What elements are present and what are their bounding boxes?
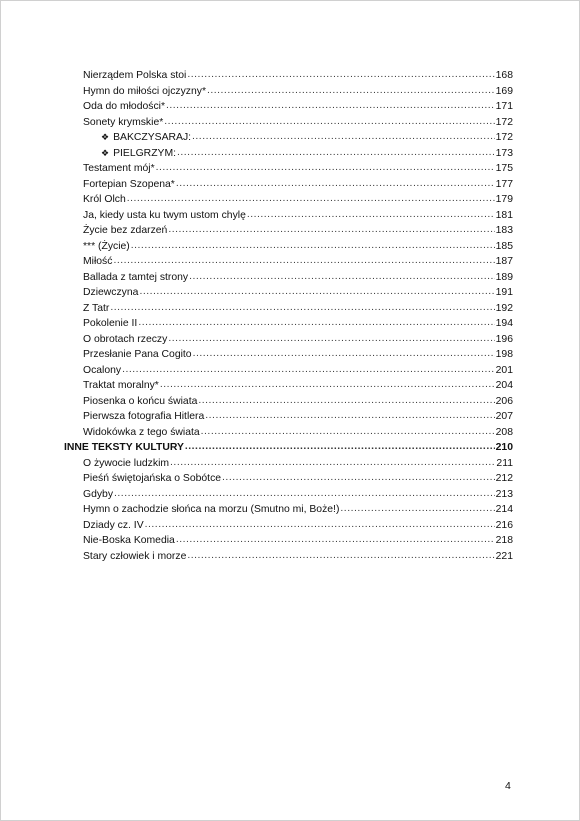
toc-entry-title: *** (Życie) (83, 240, 130, 252)
toc-entry-page: 173 (495, 147, 513, 159)
toc-entry-page: 218 (495, 535, 513, 546)
toc-entry-line (83, 239, 513, 255)
toc-entry[interactable] (83, 332, 513, 348)
toc-entry-title: Traktat moralny* (83, 380, 159, 391)
dot-leader (185, 439, 495, 455)
dot-leader (138, 315, 494, 331)
table-of-contents (0, 68, 580, 564)
toc-entry-line (83, 316, 513, 332)
toc-entry[interactable] (83, 471, 513, 487)
dot-leader (187, 548, 494, 564)
toc-entry-page: 181 (495, 209, 513, 221)
toc-entry-page: 187 (495, 256, 513, 267)
toc-entry[interactable] (83, 425, 513, 441)
toc-entry-page: 206 (495, 395, 513, 407)
dot-leader (145, 517, 495, 533)
toc-entry-page: 210 (495, 442, 513, 453)
toc-entry-line (83, 161, 513, 177)
toc-entry-line (83, 115, 513, 131)
toc-entry-page: 177 (495, 178, 513, 190)
toc-entry-line (83, 378, 513, 394)
dot-leader (177, 145, 495, 161)
dot-leader (222, 470, 495, 486)
dot-leader (201, 424, 495, 440)
toc-entry[interactable] (83, 68, 513, 84)
dot-leader (207, 83, 495, 99)
toc-entry[interactable] (83, 192, 513, 208)
toc-section-heading[interactable] (64, 440, 513, 456)
dot-leader (168, 222, 494, 238)
toc-entry-title: Król Olch (83, 194, 126, 205)
toc-entry-page: 169 (495, 85, 513, 97)
dot-leader (205, 408, 494, 424)
toc-entry-page: 204 (495, 380, 513, 391)
toc-entry-line (83, 533, 513, 549)
toc-entry[interactable] (83, 177, 513, 193)
toc-entry-page: 183 (495, 225, 513, 236)
toc-entry[interactable] (83, 378, 513, 394)
toc-entry-page: 207 (495, 411, 513, 422)
dot-leader (139, 284, 494, 300)
toc-entry-title: Ocalony (83, 364, 122, 376)
toc-entry-title: Piosenka o końcu świata (83, 395, 198, 407)
toc-entry-title: Gdyby (83, 488, 114, 500)
toc-entry[interactable] (83, 502, 513, 518)
toc-entry-page: 213 (495, 488, 513, 500)
dot-leader (340, 501, 494, 517)
toc-entry[interactable] (83, 130, 513, 146)
dot-leader (168, 331, 494, 347)
toc-entry-title: PIELGRZYM: (113, 147, 177, 159)
toc-entry-page: 185 (495, 240, 513, 252)
dot-leader (189, 269, 495, 285)
toc-entry[interactable] (83, 223, 513, 239)
diamond-bullet-icon: ❖ (101, 132, 110, 142)
dot-leader (176, 532, 495, 548)
toc-entry-line (83, 68, 513, 84)
toc-entry-line (83, 409, 513, 425)
toc-entry-line (83, 456, 513, 472)
toc-entry-page: 189 (495, 271, 513, 283)
toc-entry-line (83, 84, 513, 100)
toc-entry-line (83, 285, 513, 301)
dot-leader (198, 393, 494, 409)
toc-entry-page: 172 (495, 116, 513, 128)
toc-entry-line (83, 177, 513, 193)
dot-leader (127, 191, 495, 207)
toc-entry-page: 212 (495, 473, 513, 484)
toc-entry-title: Ja, kiedy usta ku twym ustom chylę (83, 209, 246, 221)
toc-entry-page: 216 (495, 519, 513, 531)
toc-entry-title: BAKCZYSARAJ: (113, 132, 192, 143)
toc-entry[interactable] (83, 146, 513, 162)
toc-entry-line (83, 471, 513, 487)
toc-entry-title: O żywocie ludzkim (83, 457, 170, 469)
toc-entry[interactable] (83, 254, 513, 270)
dot-leader (187, 67, 494, 83)
toc-entry[interactable] (83, 270, 513, 286)
toc-entry-page: 196 (495, 333, 513, 345)
toc-entry[interactable] (83, 347, 513, 363)
toc-entry-line (101, 130, 513, 146)
toc-entry-page: 171 (495, 101, 513, 112)
toc-entry-title: Dziewczyna (83, 287, 139, 298)
dot-leader (114, 486, 495, 502)
toc-entry-line (83, 394, 513, 410)
toc-entry-title: Sonety krymskie* (83, 116, 164, 128)
toc-entry-line (83, 192, 513, 208)
toc-entry-page: 194 (495, 318, 513, 329)
toc-entry-page: 214 (495, 504, 513, 515)
toc-entry[interactable] (83, 394, 513, 410)
toc-entry-page: 179 (495, 194, 513, 205)
toc-entry-title: Przesłanie Pana Cogito (83, 349, 192, 360)
toc-entry[interactable] (83, 487, 513, 503)
toc-entry-line (83, 425, 513, 441)
toc-entry[interactable] (83, 533, 513, 549)
toc-entry-line (101, 146, 513, 162)
toc-entry-line (83, 347, 513, 363)
toc-entry-title: Testament mój* (83, 163, 155, 174)
toc-entry-page: 208 (495, 426, 513, 438)
toc-entry[interactable] (83, 208, 513, 224)
dot-leader (176, 176, 495, 192)
dot-leader (164, 114, 494, 130)
toc-entry[interactable] (83, 409, 513, 425)
toc-entry-title: Pieśń świętojańska o Sobótce (83, 473, 222, 484)
toc-entry-title: Nierządem Polska stoi (83, 70, 187, 81)
toc-entry-page: 168 (495, 70, 513, 81)
diamond-bullet-icon: ❖ (101, 147, 110, 158)
toc-entry[interactable] (83, 518, 513, 534)
toc-entry[interactable] (83, 115, 513, 131)
toc-entry-line (83, 301, 513, 317)
toc-entry-title: Pokolenie II (83, 318, 138, 329)
toc-entry-page: 201 (495, 364, 513, 376)
toc-entry-title: Fortepian Szopena* (83, 178, 175, 190)
dot-leader (156, 160, 495, 176)
toc-entry[interactable] (83, 99, 513, 115)
toc-entry[interactable] (83, 316, 513, 332)
toc-entry-title: Hymn o zachodzie słońca na morzu (Smutno mi, Boże!) (83, 504, 340, 515)
toc-entry[interactable] (83, 84, 513, 100)
toc-entry[interactable] (83, 549, 513, 565)
dot-leader (193, 346, 495, 362)
dot-leader (110, 300, 494, 316)
toc-entry-page: 198 (495, 349, 513, 360)
toc-entry[interactable] (83, 363, 513, 379)
toc-entry-title: Stary człowiek i morze (83, 550, 187, 562)
dot-leader (113, 253, 494, 269)
toc-entry-title: Miłość (83, 256, 113, 267)
toc-entry-page: 221 (495, 550, 513, 562)
toc-entry[interactable] (83, 456, 513, 472)
toc-entry-line (83, 223, 513, 239)
toc-entry-title: Pierwsza fotografia Hitlera (83, 411, 205, 422)
toc-entry[interactable] (83, 161, 513, 177)
dot-leader (166, 98, 495, 114)
toc-entry-title: Życie bez zdarzeń (83, 225, 168, 236)
toc-entry-title: O obrotach rzeczy (83, 333, 168, 345)
toc-entry-title: Z Tatr (83, 302, 110, 314)
toc-entry-page: 191 (495, 287, 513, 298)
toc-entry-line (83, 502, 513, 518)
toc-entry-page: 172 (495, 132, 513, 143)
page-number: 4 (505, 780, 511, 792)
toc-entry-line (83, 99, 513, 115)
toc-entry[interactable] (83, 239, 513, 255)
toc-entry-title: Widokówka z tego świata (83, 426, 200, 438)
toc-entry-page: 211 (496, 457, 513, 469)
dot-leader (170, 455, 495, 471)
dot-leader (122, 362, 495, 378)
toc-entry-page: 175 (495, 163, 513, 174)
toc-entry-line (83, 332, 513, 348)
toc-entry-title: INNE TEKSTY KULTURY (64, 442, 184, 453)
toc-entry-title: Ballada z tamtej strony (83, 271, 189, 283)
toc-entry-page: 192 (495, 302, 513, 314)
dot-leader (160, 377, 495, 393)
toc-entry-title: Dziady cz. IV (83, 519, 144, 531)
toc-entry-title: Oda do młodości* (83, 101, 166, 112)
toc-entry-line (83, 363, 513, 379)
toc-entry-line (83, 208, 513, 224)
toc-entry[interactable] (83, 285, 513, 301)
toc-entry[interactable] (83, 301, 513, 317)
toc-entry-line (83, 549, 513, 565)
toc-entry-line (83, 487, 513, 503)
toc-entry-line (83, 270, 513, 286)
dot-leader (247, 207, 495, 223)
toc-entry-line (64, 440, 513, 456)
toc-entry-title: Nie-Boska Komedia (83, 535, 175, 546)
toc-entry-title: Hymn do miłości ojczyzny* (83, 85, 206, 97)
dot-leader (192, 129, 495, 145)
toc-entry-line (83, 254, 513, 270)
dot-leader (131, 238, 495, 254)
toc-entry-line (83, 518, 513, 534)
